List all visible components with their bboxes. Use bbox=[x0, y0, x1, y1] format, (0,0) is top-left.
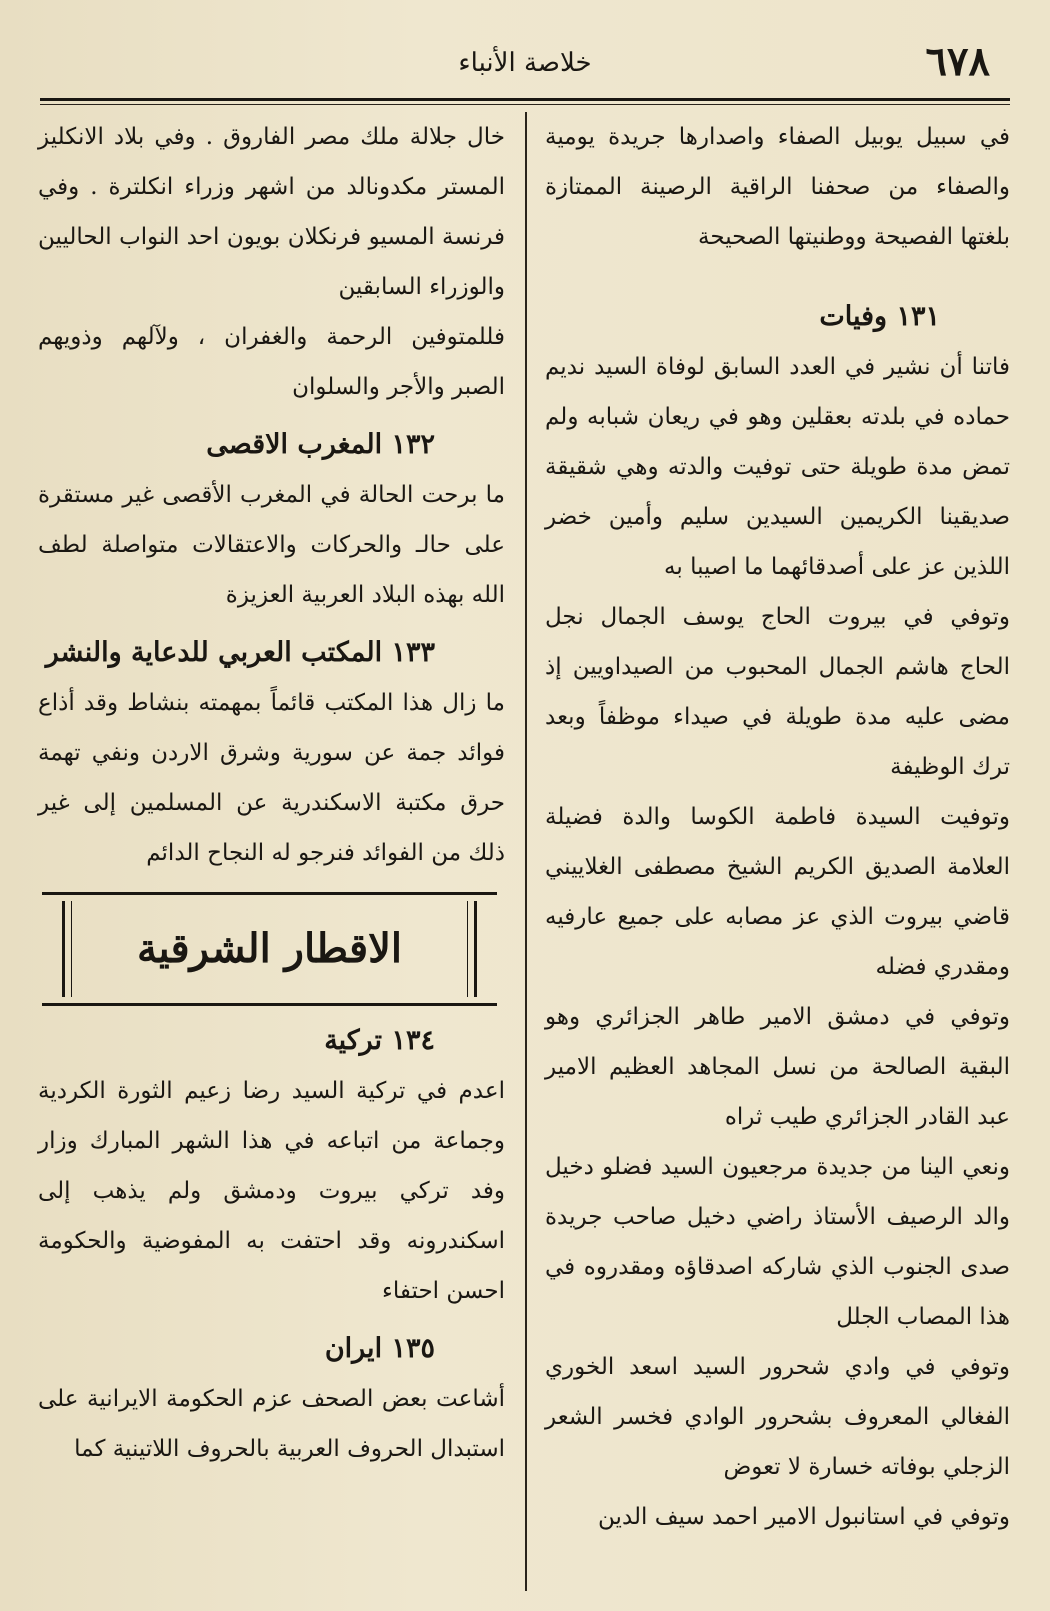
section-131-heading: ١٣١ وفيات bbox=[819, 301, 940, 332]
arab-office-paragraph: ما زال هذا المكتب قائماً بمهمته بنشاط وقد أذاع فوائد جمة عن سورية وشرق الاردن ونفي تهمة حرق مكتبة الاسكندرية عن المسلمين إلى غير ذلك من الفوائد فنرجو له النجاح الدائم bbox=[38, 690, 505, 866]
obituary-paragraph: وتوفي في دمشق الامير طاهر الجزائري وهو البقية الصالحة من نسل المجاهد العظيم الامير عبد القادر الجزائري طيب ثراه bbox=[545, 1004, 1010, 1130]
obituary-paragraph: وتوفي في بيروت الحاج يوسف الجمال نجل الحاج هاشم الجمال المحبوب من الصيداويين إذ مضى عليه مدة طويلة في صيداء موظفاً وبعد ترك الوظيفة bbox=[545, 604, 1010, 780]
banner-title: الاقطار الشرقية bbox=[137, 925, 402, 972]
iran-paragraph: أشاعت بعض الصحف عزم الحكومة الايرانية على استبدال الحروف العربية بالحروف اللاتينية كما bbox=[38, 1386, 505, 1462]
running-title: خلاصة الأنباء bbox=[458, 48, 592, 78]
page-header bbox=[40, 30, 1010, 90]
page-number: ٦٧٨ bbox=[925, 38, 990, 85]
turkey-paragraph: اعدم في تركية السيد رضا زعيم الثورة الكردية وجماعة من اتباعه في هذا الشهر المبارك وزار وفد تركي بيروت ودمشق ولم يذهب إلى اسكندرونه وقد احتفت به المفوضية والحكومة احسن احتفاء bbox=[38, 1078, 505, 1304]
obituary-paragraph: ونعي الينا من جديدة مرجعيون السيد فضلو دخيل والد الرصيف الأستاذ راضي دخيل صاحب جريدة صدى الجنوب الذي شاركه اصدقاؤه ومقدروه في هذا المصاب الجلل bbox=[545, 1154, 1010, 1330]
obituary-paragraph: وتوفيت السيدة فاطمة الكوسا والدة فضيلة العلامة الصديق الكريم الشيخ مصطفى الغلاييني قاضي بيروت الذي عز مصابه على جميع عارفيه ومقدري فضله bbox=[545, 804, 1010, 980]
obituary-paragraph: وتوفي في استانبول الامير احمد سيف الدين bbox=[598, 1504, 1010, 1530]
header-rule bbox=[40, 98, 1010, 101]
obituary-paragraph: وتوفي في وادي شحرور السيد اسعد الخوري الفغالي المعروف بشحرور الوادي فخسر الشعر الزجلي بوفاته خسارة لا تعوض bbox=[545, 1354, 1010, 1480]
section-banner bbox=[42, 892, 497, 1006]
section-134-heading: ١٣٤ تركية bbox=[324, 1025, 435, 1056]
header-rule-thin bbox=[40, 104, 1010, 105]
obituary-paragraph: فاتنا أن نشير في العدد السابق لوفاة السيد نديم حماده في بلدته بعقلين وهو في ريعان شبابه ولم تمض مدة طويلة حتى توفيت والدته وهي شقيقة صديقينا الكريمين السيدين سليم وأمين خضر اللذين عز على أصدقائهما ما اصيبا به bbox=[545, 354, 1010, 580]
condolence-paragraph: فللمتوفين الرحمة والغفران ، ولآلهم وذويهم الصبر والأجر والسلوان bbox=[38, 324, 505, 400]
left-column bbox=[38, 112, 515, 1591]
section-132-heading: ١٣٢ المغرب الاقصى bbox=[206, 429, 435, 460]
section-135-heading: ١٣٥ ايران bbox=[324, 1333, 435, 1364]
continued-paragraph: خال جلالة ملك مصر الفاروق . وفي بلاد الانكليز المستر مكدونالد من اشهر وزراء انكلترة . وفي فرنسة المسيو فرنكلان بويون احد النواب الحاليين والوزراء السابقين bbox=[38, 124, 505, 300]
column-divider bbox=[525, 112, 527, 1591]
section-133-heading: ١٣٣ المكتب العربي للدعاية والنشر bbox=[45, 637, 435, 668]
morocco-paragraph: ما برحت الحالة في المغرب الأقصى غير مستقرة على حالـ والحركات والاعتقالات متواصلة لطف الله بهذه البلاد العربية العزيزة bbox=[38, 482, 505, 608]
right-column bbox=[535, 112, 1010, 1591]
intro-paragraph: في سبيل يوبيل الصفاء واصدارها جريدة يومية والصفاء من صحفنا الراقية الرصينة الممتازة بلغتها الفصيحة ووطنيتها الصحيحة bbox=[545, 124, 1010, 250]
